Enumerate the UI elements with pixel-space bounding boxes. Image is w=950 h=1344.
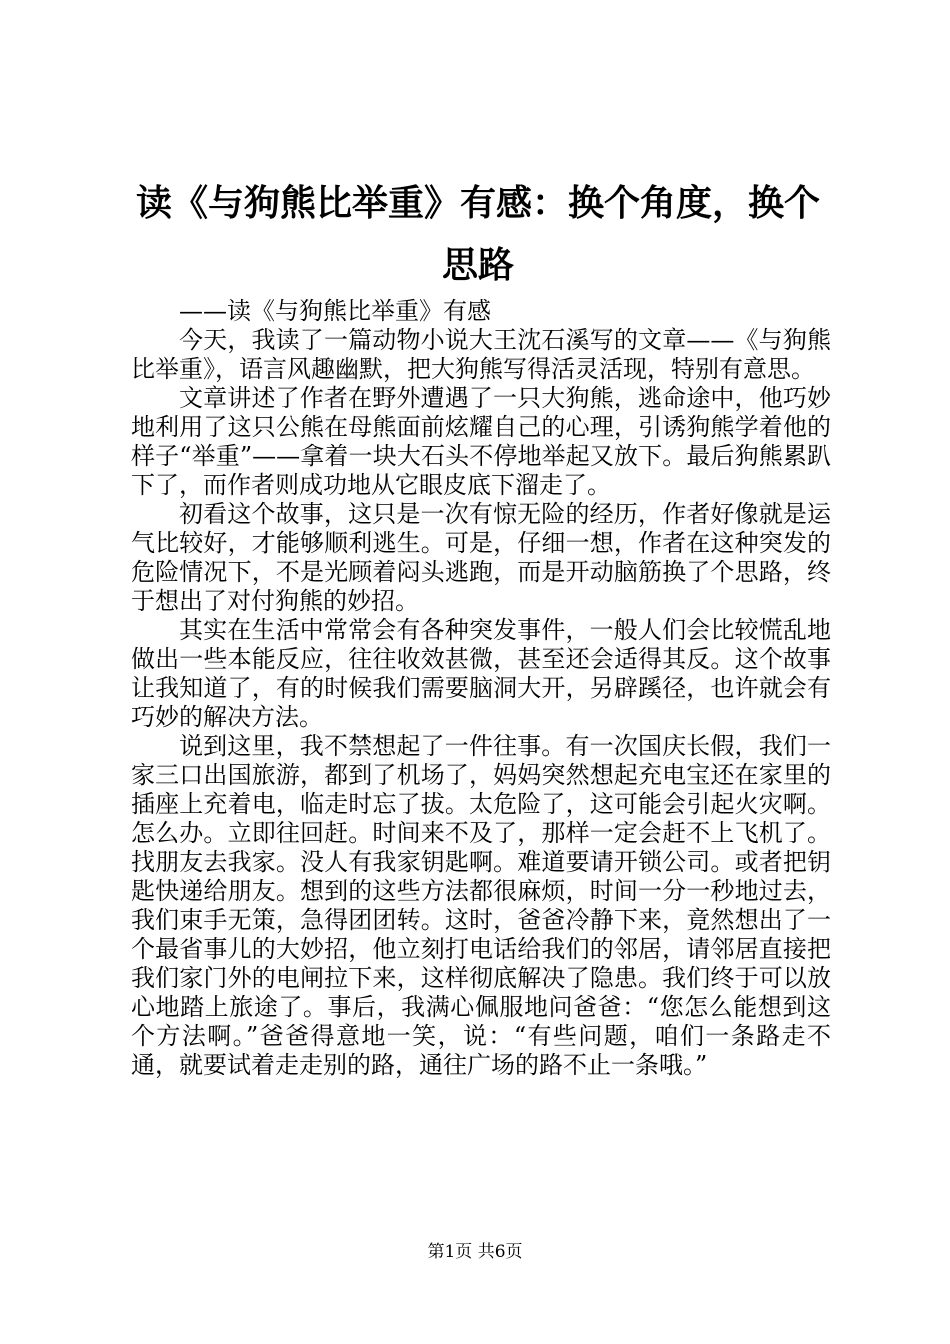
paragraph: 其实在生活中常常会有各种突发事件，一般人们会比较慌乱地做出一些本能反应，往往收效甚微，甚至还会适得其反。这个故事让我知道了，有的时候我们需要脑洞大开，另辟蹊径，也许就会有巧妙的解决方法。 (131, 616, 831, 731)
paragraph: 今天，我读了一篇动物小说大王沈石溪写的文章——《与狗熊比举重》，语言风趣幽默，把大狗熊写得活灵活现，特别有意思。 (131, 326, 831, 383)
document-body (131, 297, 831, 1080)
paragraph: 初看这个故事，这只是一次有惊无险的经历，作者好像就是运气比较好，才能够顺利逃生。可是，仔细一想，作者在这种突发的危险情况下，不是光顾着闷头逃跑，而是开动脑筋换了个思路，终于想出了对付狗熊的妙招。 (131, 500, 831, 615)
paragraph: 说到这里，我不禁想起了一件往事。有一次国庆长假，我们一家三口出国旅游，都到了机场了，妈妈突然想起充电宝还在家里的插座上充着电，临走时忘了拔。太危险了，这可能会引起火灾啊。怎么办。立即往回赶。时间来不及了，那样一定会赶不上飞机了。找朋友去我家。没人有我家钥匙啊。难道要请开锁公司。或者把钥匙快递给朋友。想到的这些方法都很麻烦，时间一分一秒地过去，我们束手无策，急得团团转。这时，爸爸冷静下来，竟然想出了一个最省事儿的大妙招，他立刻打电话给我们的邻居，请邻居直接把我们家门外的电闸拉下来，这样彻底解决了隐患。我们终于可以放心地踏上旅途了。事后，我满心佩服地问爸爸：“您怎么能想到这个方法啊。”爸爸得意地一笑，说：“有些问题，咱们一条路走不通，就要试着走走别的路，通往广场的路不止一条哦。” (131, 732, 831, 1079)
subtitle: ——读《与狗熊比举重》有感 (179, 297, 491, 325)
page-footer: 第1页 共6页 (427, 1242, 523, 1262)
document-title: 读《与狗熊比举重》有感：换个角度，换个思路 (135, 182, 820, 286)
paragraph: 文章讲述了作者在野外遭遇了一只大狗熊，逃命途中，他巧妙地利用了这只公熊在母熊面前炫耀自己的心理，引诱狗熊学着他的样子“举重”——拿着一块大石头不停地举起又放下。最后狗熊累趴下了，而作者则成功地从它眼皮底下溜走了。 (131, 384, 831, 499)
